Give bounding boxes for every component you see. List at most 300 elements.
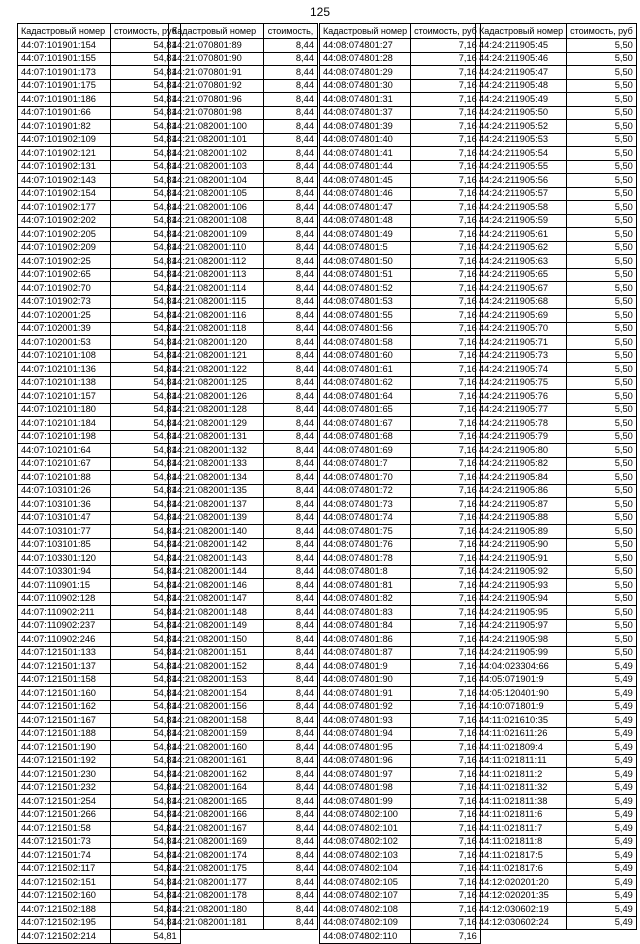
table-row xyxy=(169,889,318,903)
cost-cell: 8,44 xyxy=(264,633,318,647)
cost-cell: 8,44 xyxy=(264,795,318,809)
cost-cell: 5,50 xyxy=(567,187,637,201)
cost-cell: 5,50 xyxy=(567,120,637,134)
cost-cell: 7,16 xyxy=(411,214,481,228)
cadastral-number-cell: 44:07:102101:67 xyxy=(18,457,111,471)
table-row xyxy=(320,133,481,147)
cadastral-number-cell: 44:07:102101:180 xyxy=(18,403,111,417)
cadastral-number-cell: 44:08:074801:70 xyxy=(320,471,411,485)
table-row xyxy=(476,687,637,701)
table-row xyxy=(169,241,318,255)
cadastral-number-cell: 44:08:074801:62 xyxy=(320,376,411,390)
cost-cell: 5,50 xyxy=(567,525,637,539)
cost-cell: 54,81 xyxy=(111,241,181,255)
table-row xyxy=(320,93,481,107)
cadastral-number-cell: 44:07:102001:25 xyxy=(18,309,111,323)
table-row xyxy=(169,673,318,687)
cadastral-number-cell: 44:11:021817:6 xyxy=(476,862,567,876)
cost-cell: 54,81 xyxy=(111,849,181,863)
table-row xyxy=(320,646,481,660)
cadastral-number-cell: 44:11:021811:2 xyxy=(476,768,567,782)
cadastral-number-cell: 44:08:074801:58 xyxy=(320,336,411,350)
cost-cell: 8,44 xyxy=(264,592,318,606)
cost-cell: 54,81 xyxy=(111,930,181,944)
cadastral-number-cell: 44:24:211905:89 xyxy=(476,525,567,539)
table-row xyxy=(169,39,318,53)
cost-cell: 8,44 xyxy=(264,727,318,741)
table-row xyxy=(476,808,637,822)
cadastral-number-cell: 44:21:082001:152 xyxy=(169,660,264,674)
cost-cell: 5,50 xyxy=(567,241,637,255)
cadastral-number-cell: 44:21:082001:116 xyxy=(169,309,264,323)
table-row xyxy=(18,552,181,566)
cost-cell: 5,50 xyxy=(567,255,637,269)
cost-cell: 54,81 xyxy=(111,174,181,188)
cadastral-number-cell: 44:08:074801:67 xyxy=(320,417,411,431)
cadastral-number-cell: 44:21:082001:169 xyxy=(169,835,264,849)
table-row xyxy=(169,511,318,525)
cadastral-number-cell: 44:21:082001:177 xyxy=(169,876,264,890)
cost-cell: 54,81 xyxy=(111,147,181,161)
cost-cell: 54,81 xyxy=(111,444,181,458)
cadastral-number-cell: 44:05:071901:9 xyxy=(476,673,567,687)
cost-cell: 54,81 xyxy=(111,592,181,606)
table-row xyxy=(169,606,318,620)
table-row xyxy=(18,403,181,417)
cadastral-number-cell: 44:07:101902:73 xyxy=(18,295,111,309)
table-row xyxy=(476,241,637,255)
cost-cell: 5,50 xyxy=(567,93,637,107)
table-row xyxy=(169,349,318,363)
table-row xyxy=(18,781,181,795)
cost-cell: 5,50 xyxy=(567,363,637,377)
cost-cell: 8,44 xyxy=(264,835,318,849)
cost-cell: 5,50 xyxy=(567,309,637,323)
cost-cell: 8,44 xyxy=(264,417,318,431)
cost-cell: 7,16 xyxy=(411,498,481,512)
cost-cell: 5,50 xyxy=(567,646,637,660)
table-row xyxy=(476,160,637,174)
cadastral-number-cell: 44:24:211905:61 xyxy=(476,228,567,242)
cadastral-number-cell: 44:08:074801:61 xyxy=(320,363,411,377)
cost-cell: 8,44 xyxy=(264,255,318,269)
cadastral-number-cell: 44:21:082001:110 xyxy=(169,241,264,255)
cost-cell: 7,16 xyxy=(411,241,481,255)
cadastral-number-cell: 44:07:121501:158 xyxy=(18,673,111,687)
cadastral-number-cell: 44:08:074802:101 xyxy=(320,822,411,836)
table-row xyxy=(18,538,181,552)
table-row xyxy=(320,808,481,822)
cost-cell: 8,44 xyxy=(264,511,318,525)
cost-cell: 7,16 xyxy=(411,538,481,552)
cost-cell: 5,49 xyxy=(567,700,637,714)
table-row xyxy=(476,579,637,593)
table-row xyxy=(169,700,318,714)
table-row xyxy=(18,133,181,147)
cost-cell: 8,44 xyxy=(264,430,318,444)
cost-cell: 5,49 xyxy=(567,673,637,687)
table-row xyxy=(18,295,181,309)
table-row xyxy=(18,565,181,579)
cost-cell: 54,81 xyxy=(111,363,181,377)
table-row xyxy=(18,930,181,944)
table-row xyxy=(169,525,318,539)
cost-cell: 7,16 xyxy=(411,390,481,404)
table-row xyxy=(18,268,181,282)
table-row xyxy=(320,295,481,309)
cost-cell: 5,50 xyxy=(567,79,637,93)
cost-cell: 8,44 xyxy=(264,363,318,377)
cost-cell: 8,44 xyxy=(264,889,318,903)
cost-cell: 7,16 xyxy=(411,889,481,903)
cost-cell: 54,81 xyxy=(111,349,181,363)
cost-cell: 5,50 xyxy=(567,403,637,417)
cost-cell: 7,16 xyxy=(411,754,481,768)
cadastral-number-cell: 44:07:102001:53 xyxy=(18,336,111,350)
cadastral-number-cell: 44:24:211905:77 xyxy=(476,403,567,417)
table-row xyxy=(18,592,181,606)
header-cost: стоимость, руб xyxy=(411,24,481,39)
cost-cell: 54,81 xyxy=(111,552,181,566)
cost-cell: 7,16 xyxy=(411,79,481,93)
cost-cell: 5,50 xyxy=(567,282,637,296)
cost-cell: 7,16 xyxy=(411,808,481,822)
cadastral-number-cell: 44:07:101902:131 xyxy=(18,160,111,174)
cadastral-number-cell: 44:11:021811:8 xyxy=(476,835,567,849)
cadastral-number-cell: 44:07:102101:138 xyxy=(18,376,111,390)
table-row xyxy=(476,268,637,282)
cost-cell: 5,49 xyxy=(567,862,637,876)
table-row xyxy=(169,849,318,863)
cost-cell: 5,49 xyxy=(567,822,637,836)
table-row xyxy=(18,471,181,485)
cadastral-number-cell: 44:21:082001:105 xyxy=(169,187,264,201)
table-row xyxy=(169,201,318,215)
cadastral-number-cell: 44:12:020201:20 xyxy=(476,876,567,890)
table-row xyxy=(320,241,481,255)
table-row xyxy=(169,862,318,876)
table-row xyxy=(320,592,481,606)
cost-cell: 8,44 xyxy=(264,349,318,363)
table-row xyxy=(18,795,181,809)
cadastral-number-cell: 44:08:074801:49 xyxy=(320,228,411,242)
cadastral-number-cell: 44:21:082001:128 xyxy=(169,403,264,417)
cadastral-number-cell: 44:11:021811:7 xyxy=(476,822,567,836)
table-row xyxy=(320,916,481,930)
cost-cell: 8,44 xyxy=(264,768,318,782)
cost-cell: 5,50 xyxy=(567,174,637,188)
cadastral-number-cell: 44:07:103301:120 xyxy=(18,552,111,566)
cost-cell: 54,81 xyxy=(111,916,181,930)
table-column-1 xyxy=(17,23,181,944)
cost-cell: 5,50 xyxy=(567,376,637,390)
table-row xyxy=(18,849,181,863)
cadastral-number-cell: 44:07:102101:198 xyxy=(18,430,111,444)
table-row xyxy=(18,511,181,525)
table-row xyxy=(18,241,181,255)
table-row xyxy=(476,255,637,269)
cadastral-number-cell: 44:05:120401:90 xyxy=(476,687,567,701)
table-row xyxy=(18,673,181,687)
table-row xyxy=(320,282,481,296)
cadastral-number-cell: 44:07:121501:232 xyxy=(18,781,111,795)
cost-cell: 5,49 xyxy=(567,835,637,849)
table-row xyxy=(18,120,181,134)
table-row xyxy=(169,822,318,836)
table-row xyxy=(476,52,637,66)
cadastral-number-cell: 44:24:211905:82 xyxy=(476,457,567,471)
table-row xyxy=(18,309,181,323)
cost-cell: 8,44 xyxy=(264,228,318,242)
table-row xyxy=(169,282,318,296)
cadastral-number-cell: 44:24:211905:78 xyxy=(476,417,567,431)
cost-cell: 8,44 xyxy=(264,741,318,755)
cadastral-number-cell: 44:07:121501:230 xyxy=(18,768,111,782)
cadastral-number-cell: 44:08:074801:44 xyxy=(320,160,411,174)
cost-cell: 54,81 xyxy=(111,255,181,269)
table-row xyxy=(18,201,181,215)
cadastral-number-cell: 44:24:211905:99 xyxy=(476,646,567,660)
table-row xyxy=(18,606,181,620)
cadastral-number-cell: 44:21:082001:140 xyxy=(169,525,264,539)
cost-cell: 5,49 xyxy=(567,808,637,822)
cost-cell: 7,16 xyxy=(411,592,481,606)
table-row xyxy=(476,174,637,188)
cadastral-number-cell: 44:08:074801:73 xyxy=(320,498,411,512)
cost-cell: 7,16 xyxy=(411,903,481,917)
cost-cell: 54,81 xyxy=(111,66,181,80)
cost-cell: 54,81 xyxy=(111,606,181,620)
cost-cell: 7,16 xyxy=(411,822,481,836)
cadastral-number-cell: 44:11:021811:38 xyxy=(476,795,567,809)
table-row xyxy=(476,417,637,431)
cadastral-number-cell: 44:21:082001:115 xyxy=(169,295,264,309)
table-row xyxy=(18,66,181,80)
cadastral-number-cell: 44:08:074801:51 xyxy=(320,268,411,282)
cost-cell: 7,16 xyxy=(411,417,481,431)
cost-cell: 7,16 xyxy=(411,187,481,201)
cost-cell: 54,81 xyxy=(111,390,181,404)
table-row xyxy=(18,916,181,930)
cost-cell: 54,81 xyxy=(111,133,181,147)
cadastral-number-cell: 44:21:082001:174 xyxy=(169,849,264,863)
cadastral-number-cell: 44:24:211905:71 xyxy=(476,336,567,350)
cost-cell: 54,81 xyxy=(111,268,181,282)
cost-cell: 8,44 xyxy=(264,268,318,282)
cadastral-number-cell: 44:08:074801:30 xyxy=(320,79,411,93)
cadastral-number-cell: 44:21:082001:165 xyxy=(169,795,264,809)
table-row xyxy=(169,687,318,701)
cadastral-number-cell: 44:24:211905:55 xyxy=(476,160,567,174)
cadastral-number-cell: 44:21:082001:164 xyxy=(169,781,264,795)
cost-cell: 54,81 xyxy=(111,579,181,593)
table-row xyxy=(476,714,637,728)
cost-cell: 54,81 xyxy=(111,754,181,768)
cadastral-number-cell: 44:08:074801:47 xyxy=(320,201,411,215)
cost-cell: 54,81 xyxy=(111,498,181,512)
cost-cell: 54,81 xyxy=(111,727,181,741)
cost-cell: 54,81 xyxy=(111,457,181,471)
cadastral-number-cell: 44:21:070801:91 xyxy=(169,66,264,80)
cadastral-number-cell: 44:08:074801:93 xyxy=(320,714,411,728)
cost-cell: 54,81 xyxy=(111,889,181,903)
cadastral-number-cell: 44:07:121501:73 xyxy=(18,835,111,849)
cost-cell: 7,16 xyxy=(411,862,481,876)
cost-cell: 54,81 xyxy=(111,52,181,66)
cost-cell: 8,44 xyxy=(264,714,318,728)
table-row xyxy=(476,403,637,417)
table-row xyxy=(476,835,637,849)
cadastral-number-cell: 44:24:211905:87 xyxy=(476,498,567,512)
cadastral-number-cell: 44:24:211905:92 xyxy=(476,565,567,579)
cost-cell: 8,44 xyxy=(264,903,318,917)
cost-cell: 8,44 xyxy=(264,376,318,390)
cadastral-number-cell: 44:08:074802:105 xyxy=(320,876,411,890)
table-row xyxy=(18,255,181,269)
cadastral-number-cell: 44:08:074801:95 xyxy=(320,741,411,755)
cadastral-number-cell: 44:08:074801:82 xyxy=(320,592,411,606)
cost-cell: 54,81 xyxy=(111,673,181,687)
cadastral-number-cell: 44:08:074801:48 xyxy=(320,214,411,228)
cadastral-number-cell: 44:21:070801:98 xyxy=(169,106,264,120)
cadastral-number-cell: 44:07:121502:160 xyxy=(18,889,111,903)
cadastral-number-cell: 44:21:070801:90 xyxy=(169,52,264,66)
cost-cell: 8,44 xyxy=(264,876,318,890)
table-row xyxy=(320,565,481,579)
table-row xyxy=(320,754,481,768)
cadastral-number-cell: 44:08:074801:29 xyxy=(320,66,411,80)
cost-cell: 7,16 xyxy=(411,174,481,188)
table-row xyxy=(169,133,318,147)
table-row xyxy=(18,768,181,782)
cost-cell: 5,49 xyxy=(567,876,637,890)
cadastral-number-cell: 44:21:082001:129 xyxy=(169,417,264,431)
table-row xyxy=(320,376,481,390)
cost-cell: 8,44 xyxy=(264,214,318,228)
table-row xyxy=(476,133,637,147)
cadastral-number-cell: 44:08:074802:103 xyxy=(320,849,411,863)
table-row xyxy=(18,228,181,242)
table-row xyxy=(320,403,481,417)
cadastral-number-cell: 44:21:082001:114 xyxy=(169,282,264,296)
cost-cell: 7,16 xyxy=(411,93,481,107)
table-row xyxy=(476,79,637,93)
table-row xyxy=(169,444,318,458)
cadastral-number-cell: 44:08:074801:87 xyxy=(320,646,411,660)
table-row xyxy=(18,754,181,768)
cost-cell: 7,16 xyxy=(411,565,481,579)
cost-cell: 5,49 xyxy=(567,660,637,674)
cadastral-number-cell: 44:07:121501:188 xyxy=(18,727,111,741)
cadastral-number-cell: 44:07:103101:85 xyxy=(18,538,111,552)
cadastral-number-cell: 44:24:211905:70 xyxy=(476,322,567,336)
cost-cell: 8,44 xyxy=(264,606,318,620)
cadastral-number-cell: 44:24:211905:76 xyxy=(476,390,567,404)
cadastral-number-cell: 44:08:074802:100 xyxy=(320,808,411,822)
table-row xyxy=(476,795,637,809)
cost-cell: 54,81 xyxy=(111,714,181,728)
cadastral-number-cell: 44:21:082001:126 xyxy=(169,390,264,404)
cadastral-number-cell: 44:21:082001:160 xyxy=(169,741,264,755)
table-row xyxy=(476,849,637,863)
cadastral-number-cell: 44:24:211905:65 xyxy=(476,268,567,282)
table-row xyxy=(476,349,637,363)
table-row xyxy=(169,646,318,660)
cost-cell: 54,81 xyxy=(111,39,181,53)
cost-cell: 5,49 xyxy=(567,687,637,701)
table-row xyxy=(476,187,637,201)
cost-cell: 8,44 xyxy=(264,282,318,296)
cost-cell: 8,44 xyxy=(264,322,318,336)
cost-cell: 8,44 xyxy=(264,120,318,134)
cadastral-number-cell: 44:24:211905:74 xyxy=(476,363,567,377)
cadastral-number-cell: 44:21:082001:159 xyxy=(169,727,264,741)
cadastral-number-cell: 44:24:211905:90 xyxy=(476,538,567,552)
table-row xyxy=(320,174,481,188)
cadastral-number-cell: 44:07:121501:162 xyxy=(18,700,111,714)
table-row xyxy=(476,93,637,107)
cost-cell: 8,44 xyxy=(264,498,318,512)
cadastral-number-cell: 44:11:021811:32 xyxy=(476,781,567,795)
table-row xyxy=(476,781,637,795)
cadastral-number-cell: 44:21:082001:154 xyxy=(169,687,264,701)
cost-cell: 7,16 xyxy=(411,484,481,498)
cadastral-number-cell: 44:07:110902:246 xyxy=(18,633,111,647)
cost-cell: 8,44 xyxy=(264,93,318,107)
table-row xyxy=(320,66,481,80)
cadastral-number-cell: 44:07:101902:109 xyxy=(18,133,111,147)
cost-cell: 5,50 xyxy=(567,417,637,431)
cost-cell: 7,16 xyxy=(411,444,481,458)
cost-cell: 5,49 xyxy=(567,781,637,795)
table-row xyxy=(320,363,481,377)
cadastral-number-cell: 44:08:074801:9 xyxy=(320,660,411,674)
cost-cell: 7,16 xyxy=(411,457,481,471)
cost-cell: 8,44 xyxy=(264,538,318,552)
cadastral-number-cell: 44:08:074801:65 xyxy=(320,403,411,417)
cadastral-number-cell: 44:08:074801:56 xyxy=(320,322,411,336)
cadastral-number-cell: 44:07:101902:65 xyxy=(18,268,111,282)
cost-cell: 54,81 xyxy=(111,336,181,350)
table-row xyxy=(476,754,637,768)
table-row xyxy=(320,349,481,363)
cost-cell: 54,81 xyxy=(111,700,181,714)
cadastral-number-cell: 44:24:211905:84 xyxy=(476,471,567,485)
table-row xyxy=(476,862,637,876)
table-row xyxy=(476,309,637,323)
table-row xyxy=(476,228,637,242)
cost-cell: 5,50 xyxy=(567,336,637,350)
table-row xyxy=(18,282,181,296)
cost-cell: 54,81 xyxy=(111,79,181,93)
cost-cell: 7,16 xyxy=(411,349,481,363)
cadastral-number-cell: 44:04:023304:66 xyxy=(476,660,567,674)
cost-cell: 5,50 xyxy=(567,52,637,66)
cost-cell: 8,44 xyxy=(264,309,318,323)
table-row xyxy=(320,538,481,552)
cost-cell: 54,81 xyxy=(111,228,181,242)
cost-cell: 7,16 xyxy=(411,795,481,809)
cadastral-number-cell: 44:08:074801:41 xyxy=(320,147,411,161)
cadastral-number-cell: 44:21:082001:109 xyxy=(169,228,264,242)
cadastral-number-cell: 44:24:211905:79 xyxy=(476,430,567,444)
cadastral-number-cell: 44:21:082001:137 xyxy=(169,498,264,512)
cost-cell: 7,16 xyxy=(411,52,481,66)
table-row xyxy=(476,876,637,890)
table-row xyxy=(18,430,181,444)
cost-cell: 54,81 xyxy=(111,876,181,890)
cadastral-number-cell: 44:21:082001:146 xyxy=(169,579,264,593)
